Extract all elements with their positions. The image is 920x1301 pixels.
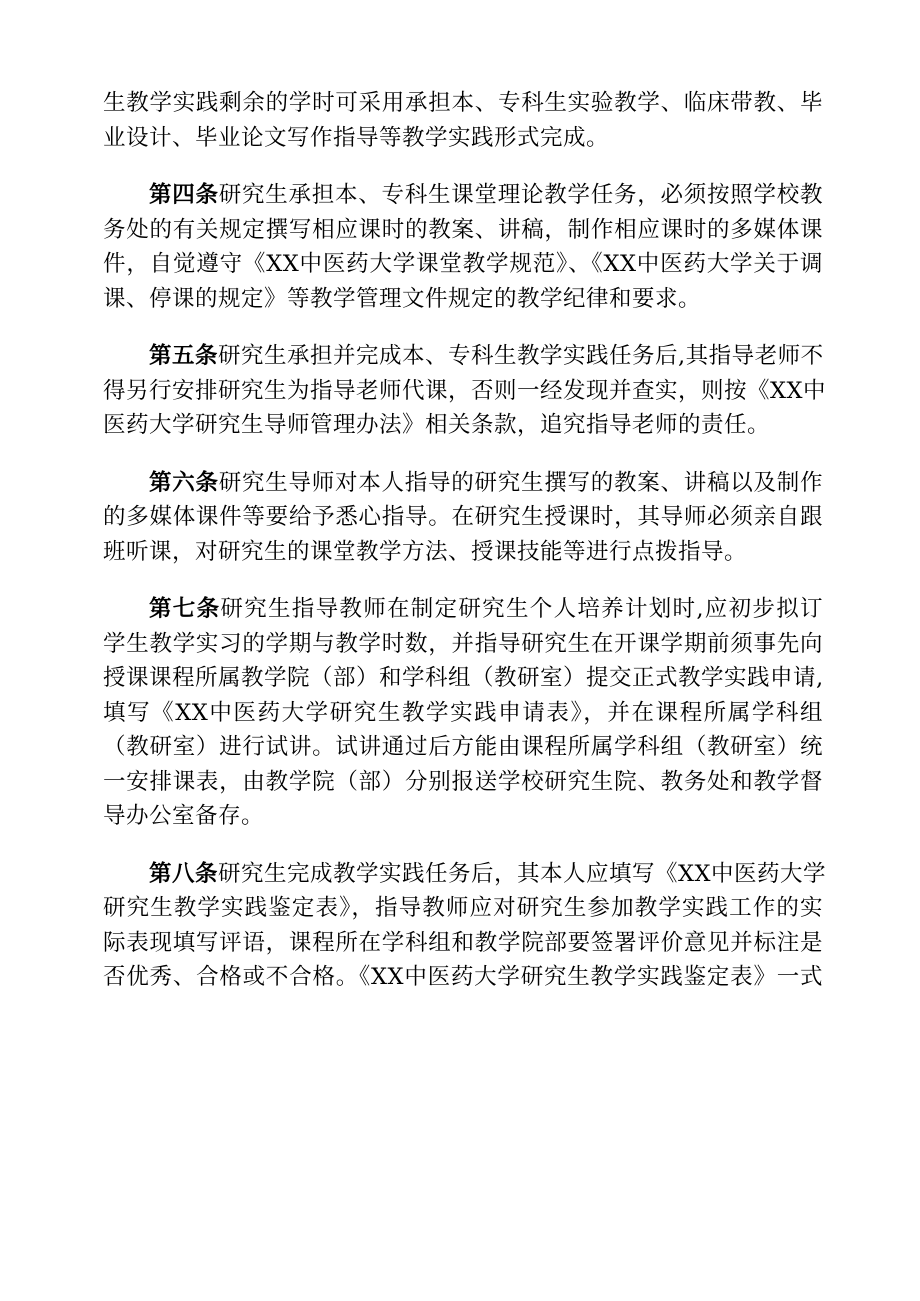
paragraph-line (103, 960, 823, 995)
article-number: 第七条 (149, 596, 221, 622)
article-number: 第四条 (149, 182, 219, 208)
paragraph-line (103, 374, 827, 409)
paragraph-p8 (103, 857, 827, 995)
line-text: 学生教学实习的学期与教学时数，并指导研究生在开课学期前须事先向 (103, 630, 823, 657)
line-text: 际表现填写评语，课程所在学科组和教学院部要签署评价意见并标注是 (103, 929, 823, 956)
paragraph-p0 (103, 86, 823, 155)
line-text: 否优秀、合格或不合格。《XX中医药大学研究生教学实践鉴定表》一式 (103, 964, 823, 990)
line-text: 填写《XX中医药大学研究生教学实践申请表》，并在课程所属学科组 (103, 699, 823, 726)
line-text: （教研室）进行试讲。试讲通过后方能由课程所属学科组（教研室）统 (103, 734, 823, 760)
line-text: 一安排课表，由教学院（部）分别报送学校研究生院、教务处和教学督 (103, 768, 823, 795)
paragraph-line (103, 926, 823, 961)
article-number: 第五条 (149, 343, 219, 369)
paragraph-p5 (103, 339, 827, 443)
line-text: 研究生指导教师在制定研究生个人培养计划时,应初步拟订 (220, 596, 823, 622)
line-text: 研究生承担本、专科生课堂理论教学任务，必须按照学校教 (218, 182, 823, 208)
paragraph-line (103, 500, 823, 535)
line-text: 的多媒体课件等要给予悉心指导。在研究生授课时，其导师必须亲自跟 (103, 504, 823, 530)
paragraph-line (103, 661, 823, 696)
paragraph-line (103, 121, 823, 156)
paragraph-line (103, 799, 823, 834)
line-text: 授课课程所属教学院（部）和学科组（教研室）提交正式教学实践申请, (103, 665, 824, 691)
paragraph-line (103, 696, 823, 731)
paragraph-line (103, 765, 823, 800)
paragraph-line (103, 178, 823, 213)
paragraph-gap (103, 834, 823, 857)
paragraph-gap (103, 316, 823, 339)
paragraph-gap (103, 569, 823, 592)
paragraph-line (103, 466, 823, 501)
line-text: 业设计、毕业论文写作指导等教学实践形式完成。 (103, 124, 610, 151)
line-text: 件，自觉遵守《XX中医药大学课堂教学规范》、《XX中医药大学关于调 (103, 251, 823, 277)
paragraph-line (103, 891, 823, 926)
line-text: 研究生完成教学实践任务后，其本人应填写《XX中医药大学 (218, 860, 827, 887)
line-text: 研究生教学实践鉴定表》，指导教师应对研究生参加教学实践工作的实 (103, 895, 823, 921)
paragraph-line (103, 86, 823, 121)
line-text: 得另行安排研究生为指导老师代课，否则一经发现并查实，则按《XX中 (103, 377, 827, 404)
paragraph-line (103, 408, 823, 443)
line-text: 课、停课的规定》等教学管理文件规定的教学纪律和要求。 (103, 285, 702, 312)
paragraph-line (103, 339, 823, 374)
line-text: 导办公室备存。 (103, 803, 265, 829)
paragraph-p7 (103, 592, 823, 834)
paragraph-p4 (103, 178, 823, 316)
paragraph-gap (103, 443, 823, 466)
line-text: 研究生导师对本人指导的研究生撰写的教案、讲稿以及制作 (218, 469, 823, 496)
line-text: 医药大学研究生导师管理办法》相关条款，追究指导老师的责任。 (103, 412, 771, 438)
line-text: 班听课，对研究生的课堂教学方法、授课技能等进行点拨指导。 (103, 538, 748, 565)
article-number: 第八条 (149, 860, 219, 887)
paragraph-line (103, 213, 823, 248)
article-number: 第六条 (149, 469, 219, 496)
paragraph-p6 (103, 466, 823, 570)
paragraph-line (103, 535, 823, 570)
paragraph-line (103, 247, 823, 282)
paragraph-line (103, 282, 823, 317)
paragraph-line (103, 730, 823, 765)
paragraph-line (103, 857, 827, 892)
document-page (103, 86, 827, 995)
paragraph-line (103, 592, 823, 627)
line-text: 务处的有关规定撰写相应课时的教案、讲稿，制作相应课时的多媒体课 (103, 216, 823, 243)
paragraph-gap (103, 155, 823, 178)
paragraph-line (103, 627, 823, 662)
line-text: 生教学实践剩余的学时可采用承担本、专科生实验教学、临床带教、毕 (103, 90, 823, 116)
line-text: 研究生承担并完成本、专科生教学实践任务后,其指导老师不 (218, 343, 824, 369)
